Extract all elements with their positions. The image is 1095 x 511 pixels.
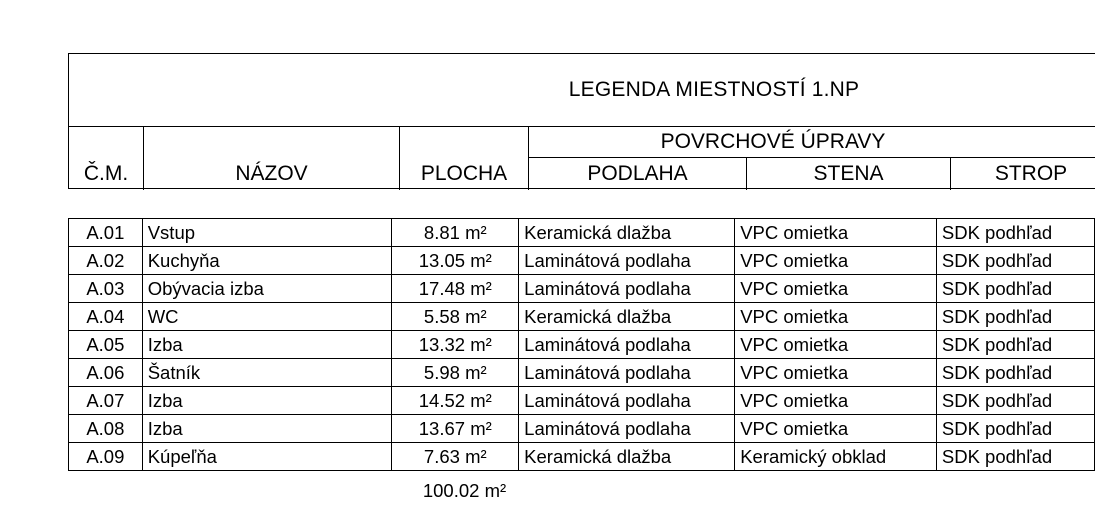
total-area: 100.02 m² [422,480,507,501]
room-area-cell: 14.52 m² [392,387,519,415]
ceiling-finish-cell: SDK podhľad [936,387,1094,415]
wall-finish-cell: VPC omietka [735,303,937,331]
room-area-cell: 13.05 m² [392,247,519,275]
room-table [68,218,1095,471]
ceiling-finish-cell: SDK podhľad [936,303,1094,331]
room-number-cell: A.01 [69,219,143,247]
room-number-cell: A.09 [69,443,143,471]
table-row [69,331,1095,359]
table-row [69,387,1095,415]
wall-finish-cell: VPC omietka [735,275,937,303]
floor-finish-cell: Keramická dlažba [519,303,735,331]
room-name-cell: Obývacia izba [142,275,392,303]
room-name-cell: Šatník [142,359,392,387]
ceiling-finish-cell: SDK podhľad [936,443,1094,471]
floor-finish-cell: Laminátová podlaha [519,275,735,303]
room-number-cell: A.06 [69,359,143,387]
header-ceiling: STROP [994,162,1068,185]
room-area-cell: 5.58 m² [392,303,519,331]
room-name-cell: Izba [142,387,392,415]
room-name-cell: Izba [142,331,392,359]
room-name-cell: Izba [142,415,392,443]
room-number-cell: A.04 [69,303,143,331]
legend-title: LEGENDA MIESTNOSTÍ 1.NP [568,78,860,101]
floor-finish-cell: Keramická dlažba [519,443,735,471]
room-number-cell: A.05 [69,331,143,359]
header-finishes: POVRCHOVÉ ÚPRAVY [660,130,886,153]
room-number-cell: A.08 [69,415,143,443]
room-area-cell: 8.81 m² [392,219,519,247]
ceiling-finish-cell: SDK podhľad [936,359,1094,387]
floor-finish-cell: Laminátová podlaha [519,331,735,359]
room-area-cell: 5.98 m² [392,359,519,387]
header-area: PLOCHA [420,162,508,185]
wall-finish-cell: VPC omietka [735,359,937,387]
table-row [69,219,1095,247]
legend-header [68,53,1095,189]
floor-finish-cell: Laminátová podlaha [519,359,735,387]
table-row [69,303,1095,331]
room-name-cell: Kúpeľňa [142,443,392,471]
table-row [69,359,1095,387]
wall-finish-cell: Keramický obklad [735,443,937,471]
room-area-cell: 13.32 m² [392,331,519,359]
table-row [69,247,1095,275]
wall-finish-cell: VPC omietka [735,415,937,443]
wall-finish-cell: VPC omietka [735,247,937,275]
ceiling-finish-cell: SDK podhľad [936,331,1094,359]
room-area-cell: 7.63 m² [392,443,519,471]
room-name-cell: WC [142,303,392,331]
header-floor: PODLAHA [587,162,688,185]
table-row [69,275,1095,303]
wall-finish-cell: VPC omietka [735,331,937,359]
room-area-cell: 13.67 m² [392,415,519,443]
table-row [69,415,1095,443]
floor-finish-cell: Laminátová podlaha [519,247,735,275]
room-name-cell: Kuchyňa [142,247,392,275]
room-area-cell: 17.48 m² [392,275,519,303]
ceiling-finish-cell: SDK podhľad [936,275,1094,303]
room-number-cell: A.03 [69,275,143,303]
header-cm: Č.M. [83,162,129,185]
room-number-cell: A.02 [69,247,143,275]
header-wall: STENA [813,162,884,185]
room-name-cell: Vstup [142,219,392,247]
header-name: NÁZOV [235,162,308,185]
floor-finish-cell: Laminátová podlaha [519,415,735,443]
wall-finish-cell: VPC omietka [735,219,937,247]
table-row [69,443,1095,471]
ceiling-finish-cell: SDK podhľad [936,219,1094,247]
ceiling-finish-cell: SDK podhľad [936,415,1094,443]
room-number-cell: A.07 [69,387,143,415]
floor-finish-cell: Keramická dlažba [519,219,735,247]
floor-finish-cell: Laminátová podlaha [519,387,735,415]
ceiling-finish-cell: SDK podhľad [936,247,1094,275]
wall-finish-cell: VPC omietka [735,387,937,415]
